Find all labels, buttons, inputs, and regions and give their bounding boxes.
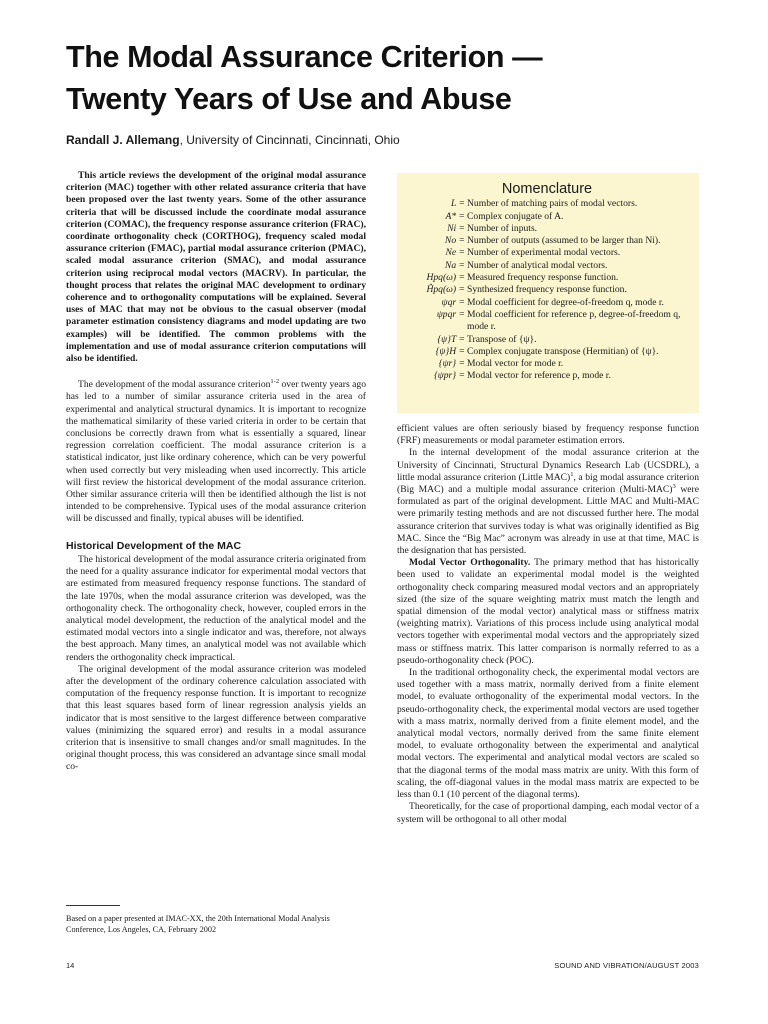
citation: 1: [570, 470, 574, 478]
right-column: [397, 423, 699, 943]
abstract-text: This article reviews the development of the original modal assurance criterion (MAC) together with other related assurance criteria that have been proposed over the last twenty years. Some of the other assurance criteria that will be discussed include the coordinate modal assurance criterion (COMAC), the frequency response assurance criterion (FRAC), coordinate orthogonality check (CORTHOG), frequency scaled modal assurance criterion (FMAC), partial modal assurance criterion (PMAC), scaled modal assurance criterion (SMAC), and modal assurance criterion using reciprocal modal vectors (MACRV). In particular, the thought process that relates the original MAC development to ordinary coherence and to orthogonality computations will be explained. Several uses of MAC that may not be obvious to the casual observer (modal parameter estimation consistency diagrams and model updating are two examples) will be identified. The common problems with the implementation and use of modal assurance criterion computations will also be identified.: [66, 170, 366, 365]
nomenclature-symbol: A* =: [445, 210, 465, 222]
article-title: [66, 36, 706, 120]
nomenclature-description: Complex conjugate of A.: [467, 210, 564, 222]
abstract: [66, 170, 366, 365]
nomenclature-symbol: {ψ}H =: [435, 345, 465, 357]
left-column: [66, 170, 366, 910]
nomenclature-box: [397, 173, 699, 413]
nomenclature-item: [403, 370, 691, 382]
nomenclature-item: [403, 334, 691, 346]
right-paragraph-5: Theoretically, for the case of proportional damping, each modal vector of a system will be orthogonal to all other modal: [397, 801, 699, 825]
footnote: Based on a paper presented at IMAC-XX, the 20th International Modal Analysis Conference, Los Angeles, CA, February 2002: [66, 914, 330, 934]
nomenclature-description: Number of analytical modal vectors.: [467, 259, 608, 271]
nomenclature-description: Modal coefficient for degree-of-freedom q, mode r.: [467, 296, 664, 308]
author-name: Randall J. Allemang: [66, 133, 180, 147]
nomenclature-description: Synthesized frequency response function.: [467, 284, 627, 296]
nomenclature-item: [403, 247, 691, 259]
nomenclature-item: [403, 297, 691, 309]
history-paragraph-2: The original development of the modal assurance criterion was modeled after the development of the ordinary coherence calculation associated with computation of the frequency response function. It is important to recognize that this least squares based form of linear regression analysis yields an indicator that is most sensitive to the largest difference between comparative values (minimizing the squared error) and results in a modal assurance criterion that is insensitive to small changes and/or small magnitudes. In the original thought process, this was considered an advantage since small modal co-: [66, 663, 366, 773]
page-number: 14: [66, 961, 75, 970]
right-paragraph-1: efficient values are often seriously biased by frequency response function (FRF) measurements or modal parameter estimation errors.: [397, 423, 699, 447]
nomenclature-symbol: ψqr =: [441, 296, 465, 308]
nomenclature-symbol: Ni =: [447, 222, 465, 234]
nomenclature-item: [403, 272, 691, 284]
right-paragraph-4: In the traditional orthogonality check, the experimental modal vectors are used together with a mass matrix, normally derived from a finite element model, to evaluate orthogonality of the experimental modal vectors. In the pseudo-orthogonality check, the experimental modal vectors are used together with a mass matrix, normally derived from a finite element model, and the analytical modal vectors, normally derived from the same finite element model, to evaluate orthogonality between the experimental and analytical modal vectors. The experimental and analytical modal vectors are scaled so that the diagonal terms of the modal mass matrix are unity. With this form of scaling, the off-diagonal values in the modal mass matrix are expected to be less than 0.1 (10 percent of the diagonal terms).: [397, 667, 699, 801]
nomenclature-item: [403, 260, 691, 272]
author-line: [66, 133, 400, 147]
nomenclature-description: Number of matching pairs of modal vectors.: [467, 198, 638, 210]
history-paragraph-1: The historical development of the modal assurance criteria originated from the need for a quality assurance indicator for experimental modal vectors that are estimated from measured frequency response functions. The standard of the late 1970s, when the modal assurance criterion was developed, was the orthogonality check. The orthogonality check, however, coupled errors in the analytical model development, the reduction of the analytical model and the estimated modal vectors into a single indicator and was, therefore, not always the best approach. Many times, an analytical model was not available which renders the orthogonality check impractical.: [66, 553, 366, 663]
run-in-heading: Modal Vector Orthogonality.: [409, 557, 531, 569]
intro-paragraph: The development of the modal assurance criterion$^{1-2}$ over twenty years ago has led to a number of similar assurance criteria used in the area of experimental and analytical structural dynamics. It is important to recognize the mathematical similarity of these varied criteria in order to be certain that conclusions be correctly drawn from what is essentially a squared, linear regression correlation coefficient. The modal assurance criterion is a statistical indicator, just like ordinary coherence, which can be very powerful when used correctly but very misleading when used incorrectly. This article will first review the historical development of the modal assurance criterion. Other similar assurance criteria will then be identified although the list is not intended to be comprehensive. Typical uses of the modal assurance criterion will be discussed and finally, typical abuses will be identified.: [66, 378, 366, 525]
nomenclature-item: [403, 198, 691, 210]
nomenclature-symbol: L =: [450, 198, 465, 210]
nomenclature-description: Complex conjugate transpose (Hermitian) of {ψ}.: [467, 345, 659, 357]
nomenclature-symbol: {ψ}T =: [437, 333, 465, 345]
nomenclature-symbol: {ψr} =: [438, 358, 465, 370]
nomenclature-symbol: Ne =: [445, 247, 465, 259]
right-paragraph-2: In the internal development of the modal assurance criterion at the University of Cincinnati, Structural Dynamics Research Lab (UCSDRL), a little modal assurance criterion (Little MAC)$^1$, a big modal assurance criterion (Big MAC) and a multiple modal assurance criterion (Multi-MAC)$^3$ were formulated as part of the original development. Little MAC and Multi-MAC were primarily testing methods and are not discussed further here. The modal assurance criterion that survives today is what was originally identified as Big MAC. Since the “Big Mac” acronym was already in use at that time, MAC is the designation that has persisted.: [397, 447, 699, 557]
nomenclature-heading: Nomenclature: [501, 181, 593, 197]
nomenclature-list: [403, 198, 691, 382]
right-paragraph-3: Modal Vector Orthogonality. The primary method that has historically been used to validate an experimental modal model is the weighted orthogonality check comparing measured modal vectors and an appropriately sized (the size of the square weighting matrix must match the length and spatial dimension of the modal vector) analytical mass or stiffness matrix (weighting matrix). Variations of this process include using analytical modal vectors together with experimental modal vectors and the appropriately sized mass or stiffness matrix. This latter comparison is normally referred to as a pseudo-orthogonality check (POC).: [397, 557, 699, 666]
section-heading: Historical Development of the MAC: [66, 539, 242, 552]
nomenclature-symbol: Na =: [444, 259, 465, 271]
nomenclature-description: Measured frequency response function.: [467, 272, 619, 284]
nomenclature-symbol: Hpq(ω) =: [426, 272, 465, 284]
nomenclature-symbol: Ĥpq(ω) =: [426, 284, 465, 296]
nomenclature-symbol: {ψpr} =: [433, 370, 465, 382]
nomenclature-item: [403, 346, 691, 358]
author-affiliation: , University of Cincinnati, Cincinnati, Ohio: [179, 133, 400, 147]
nomenclature-description: Transpose of {ψ}.: [467, 333, 537, 345]
nomenclature-item: [403, 284, 691, 296]
footnote-rule: [66, 905, 120, 906]
nomenclature-item: [403, 211, 691, 223]
nomenclature-symbol: No =: [444, 235, 465, 247]
nomenclature-item: [403, 309, 691, 334]
nomenclature-symbol: ψpqr =: [436, 308, 465, 320]
nomenclature-description: Modal coefficient for reference p, degree-of-freedom q, mode r.: [467, 308, 681, 333]
journal-footer: SOUND AND VIBRATION/AUGUST 2003: [554, 961, 699, 970]
nomenclature-description: Number of inputs.: [467, 222, 538, 234]
nomenclature-item: [403, 223, 691, 235]
citation: 1-2: [270, 378, 280, 386]
title-line-1: The Modal Assurance Criterion —: [66, 40, 543, 74]
citation: 3: [672, 482, 676, 490]
nomenclature-item: [403, 235, 691, 247]
nomenclature-description: Number of outputs (assumed to be larger than Ni).: [467, 235, 661, 247]
nomenclature-description: Modal vector for mode r.: [467, 358, 564, 370]
title-line-2: Twenty Years of Use and Abuse: [66, 82, 512, 116]
nomenclature-description: Modal vector for reference p, mode r.: [467, 370, 611, 382]
nomenclature-description: Number of experimental modal vectors.: [467, 247, 621, 259]
nomenclature-item: [403, 358, 691, 370]
